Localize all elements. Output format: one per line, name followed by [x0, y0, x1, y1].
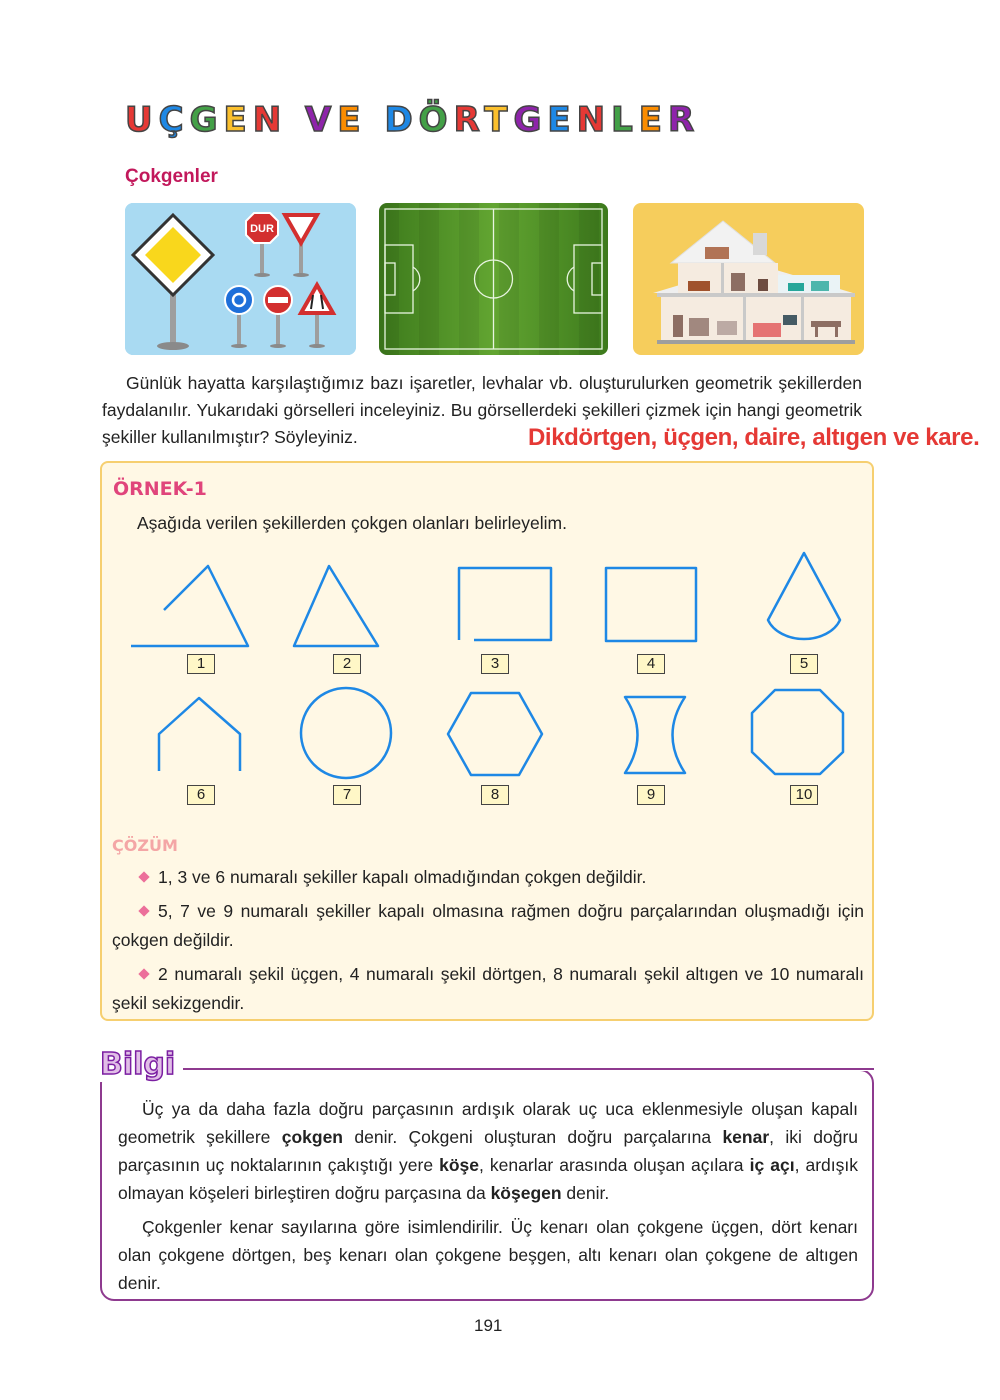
title-letter: T — [484, 100, 514, 140]
shape-1 — [131, 566, 248, 646]
shape-7 — [301, 688, 391, 778]
handwritten-answer: Dikdörtgen, üçgen, daire, altıgen ve kare. — [528, 424, 980, 451]
title-letter: R — [667, 100, 701, 140]
title-letter: N — [252, 100, 288, 140]
shape-label-7: 7 — [333, 785, 361, 805]
title-letter: E — [547, 100, 577, 140]
shape-5 — [768, 553, 840, 639]
bullet-diamond-icon — [138, 968, 149, 979]
title-letter: Ç — [158, 100, 190, 140]
shape-label-1: 1 — [187, 654, 215, 674]
info-title-rule — [178, 1068, 874, 1070]
shape-label-8: 8 — [481, 785, 509, 805]
shape-label-9: 9 — [637, 785, 665, 805]
solution-item-1: 1, 3 ve 6 numaralı şekiller kapalı olmadığından çokgen değildir. — [112, 863, 864, 892]
title-letter: E — [223, 100, 253, 140]
title-letter: G — [513, 100, 548, 140]
shape-label-5: 5 — [790, 654, 818, 674]
title-letter: R — [453, 100, 485, 140]
shape-label-2: 2 — [333, 654, 361, 674]
example-question: Aşağıda verilen şekillerden çokgen olanları belirleyelim. — [137, 513, 567, 533]
bullet-diamond-icon — [138, 871, 149, 882]
info-paragraph-2: Çokgenler kenar sayılarına göre isimlendirilir. Üç kenarı olan çokgene üçgen, dört kenarı olan çokgene dörtgen, beş kenarı olan çokgene beşgen, altı kenarı olan çokgene de altıgen denir. — [118, 1217, 858, 1293]
title-letter: V — [305, 100, 338, 140]
title-letter: E — [337, 100, 367, 140]
shape-4 — [606, 568, 696, 641]
info-paragraph-1: Üç ya da daha fazla doğru parçasının ardışık olarak uç uca eklenmesiyle oluşan kapalı geometrik şekillere çokgen denir. Çokgeni oluşturan doğru parçalarına kenar, iki doğru parçasının uç noktalarının çakıştığı yere köşe, kenarlar arasında oluşan açılara iç açı, ardışık olmayan köşeleri birleştiren doğru parçasına da köşegen denir. — [118, 1099, 859, 1203]
title-letter: Ö — [418, 100, 454, 140]
solution-title: ÇÖZÜM — [112, 836, 178, 855]
title-letter: D — [384, 100, 419, 140]
title-letter: G — [189, 100, 224, 140]
section-heading: Çokgenler — [125, 166, 218, 187]
info-title: Bilgi — [100, 1047, 183, 1082]
shape-9 — [625, 697, 685, 773]
shape-6 — [159, 698, 240, 771]
shape-10 — [752, 690, 843, 774]
title-letter: E — [638, 100, 668, 140]
shape-2 — [294, 566, 378, 646]
shape-8 — [448, 693, 542, 775]
shape-label-4: 4 — [637, 654, 665, 674]
shape-label-3: 3 — [481, 654, 509, 674]
page-number: 191 — [474, 1316, 503, 1335]
info-text — [118, 1095, 858, 1303]
bullet-diamond-icon — [138, 905, 149, 916]
shape-label-6: 6 — [187, 785, 215, 805]
shape-3 — [459, 568, 551, 640]
shape-label-10: 10 — [790, 785, 818, 805]
title-letter: L — [611, 100, 639, 140]
solution-item-2: 5, 7 ve 9 numaralı şekiller kapalı olmasına rağmen doğru parçalarından oluşmadığı için çokgen değildir. — [112, 901, 864, 950]
solution-item-3: 2 numaralı şekil üçgen, 4 numaralı şekil dörtgen, 8 numaralı şekil altıgen ve 10 numaralı şekil sekizgendir. — [112, 964, 864, 1013]
stop-sign-text: DUR — [250, 223, 274, 235]
title-letter: U — [125, 100, 159, 140]
title-letter: N — [576, 100, 612, 140]
example-title: ÖRNEK-1 — [113, 478, 207, 500]
intro-text: Günlük hayatta karşılaştığımız bazı işaretler, levhalar vb. oluşturulurken geometrik şekillerden faydalanılır. Yukarıdaki görselleri inceleyiniz. Bu görsellerdeki şekilleri çizmek için hangi geometrik şekiller kullanılmıştır? Söyleyiniz. — [102, 373, 862, 447]
